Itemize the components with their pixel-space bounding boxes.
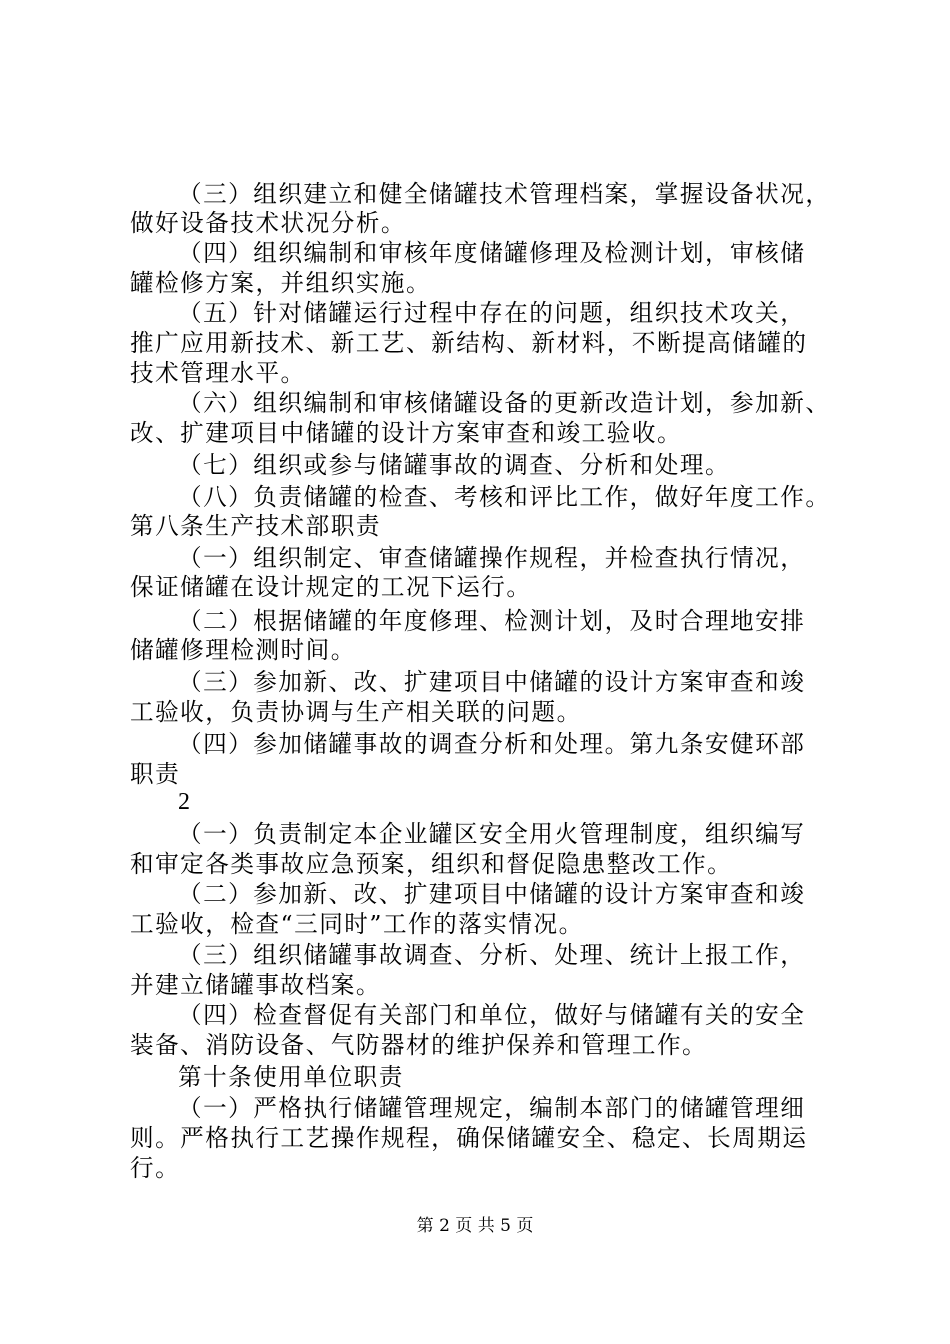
text-line: 则。严格执行工艺操作规程，确保储罐安全、稳定、长周期运 [130, 1124, 808, 1152]
text-line: （一）组织制定、审查储罐操作规程，并检查执行情况， [178, 544, 806, 572]
text-line: 储罐修理检测时间。 [130, 636, 356, 664]
text-line: 并建立储罐事故档案。 [130, 971, 381, 999]
section-heading: 第十条使用单位职责 [178, 1063, 404, 1091]
text-line: （四）组织编制和审核年度储罐修理及检测计划，审核储 [178, 239, 806, 267]
text-line: （四）参加储罐事故的调查分析和处理。第九条安健环部 [178, 730, 806, 758]
text-line: 改、扩建项目中储罐的设计方案审查和竣工验收。 [130, 419, 683, 447]
text-line: 罐检修方案，并组织实施。 [130, 269, 432, 297]
text-line: 行。 [130, 1154, 181, 1182]
text-line: 和审定各类事故应急预案，组织和督促隐患整改工作。 [130, 850, 733, 878]
page-footer: 第 2 页 共 5 页 [416, 1216, 534, 1236]
section-heading: 第八条生产技术部职责 [130, 512, 381, 540]
page-number-marker: 2 [178, 789, 190, 815]
text-line: 做好设备技术状况分析。 [130, 209, 407, 237]
text-line: 技术管理水平。 [130, 359, 306, 387]
text-line: 工验收，检查“三同时”工作的落实情况。 [130, 910, 584, 938]
text-line: （三）组织建立和健全储罐技术管理档案，掌握设备状况， [178, 180, 831, 208]
text-line: （七）组织或参与储罐事故的调查、分析和处理。 [178, 451, 731, 479]
text-line: （一）负责制定本企业罐区安全用火管理制度，组织编写 [178, 820, 806, 848]
text-line: （三）参加新、改、扩建项目中储罐的设计方案审查和竣 [178, 668, 806, 696]
text-line: 工验收，负责协调与生产相关联的问题。 [130, 698, 582, 726]
text-line: 保证储罐在设计规定的工况下运行。 [130, 573, 532, 601]
text-line: （八）负责储罐的检查、考核和评比工作，做好年度工作。 [178, 483, 831, 511]
text-line: 推广应用新技术、新工艺、新结构、新材料，不断提高储罐的 [130, 329, 808, 357]
text-line: 职责 [130, 760, 181, 788]
text-line: （四）检查督促有关部门和单位，做好与储罐有关的安全 [178, 1001, 806, 1029]
text-line: （二）参加新、改、扩建项目中储罐的设计方案审查和竣 [178, 880, 806, 908]
text-line: （六）组织编制和审核储罐设备的更新改造计划，参加新、 [178, 389, 831, 417]
text-line: （三）组织储罐事故调查、分析、处理、统计上报工作， [178, 941, 806, 969]
text-line: （二）根据储罐的年度修理、检测计划，及时合理地安排 [178, 607, 806, 635]
text-line: 装备、消防设备、气防器材的维护保养和管理工作。 [130, 1031, 708, 1059]
text-line: （一）严格执行储罐管理规定，编制本部门的储罐管理细 [178, 1094, 806, 1122]
text-line: （五）针对储罐运行过程中存在的问题，组织技术攻关， [178, 299, 806, 327]
